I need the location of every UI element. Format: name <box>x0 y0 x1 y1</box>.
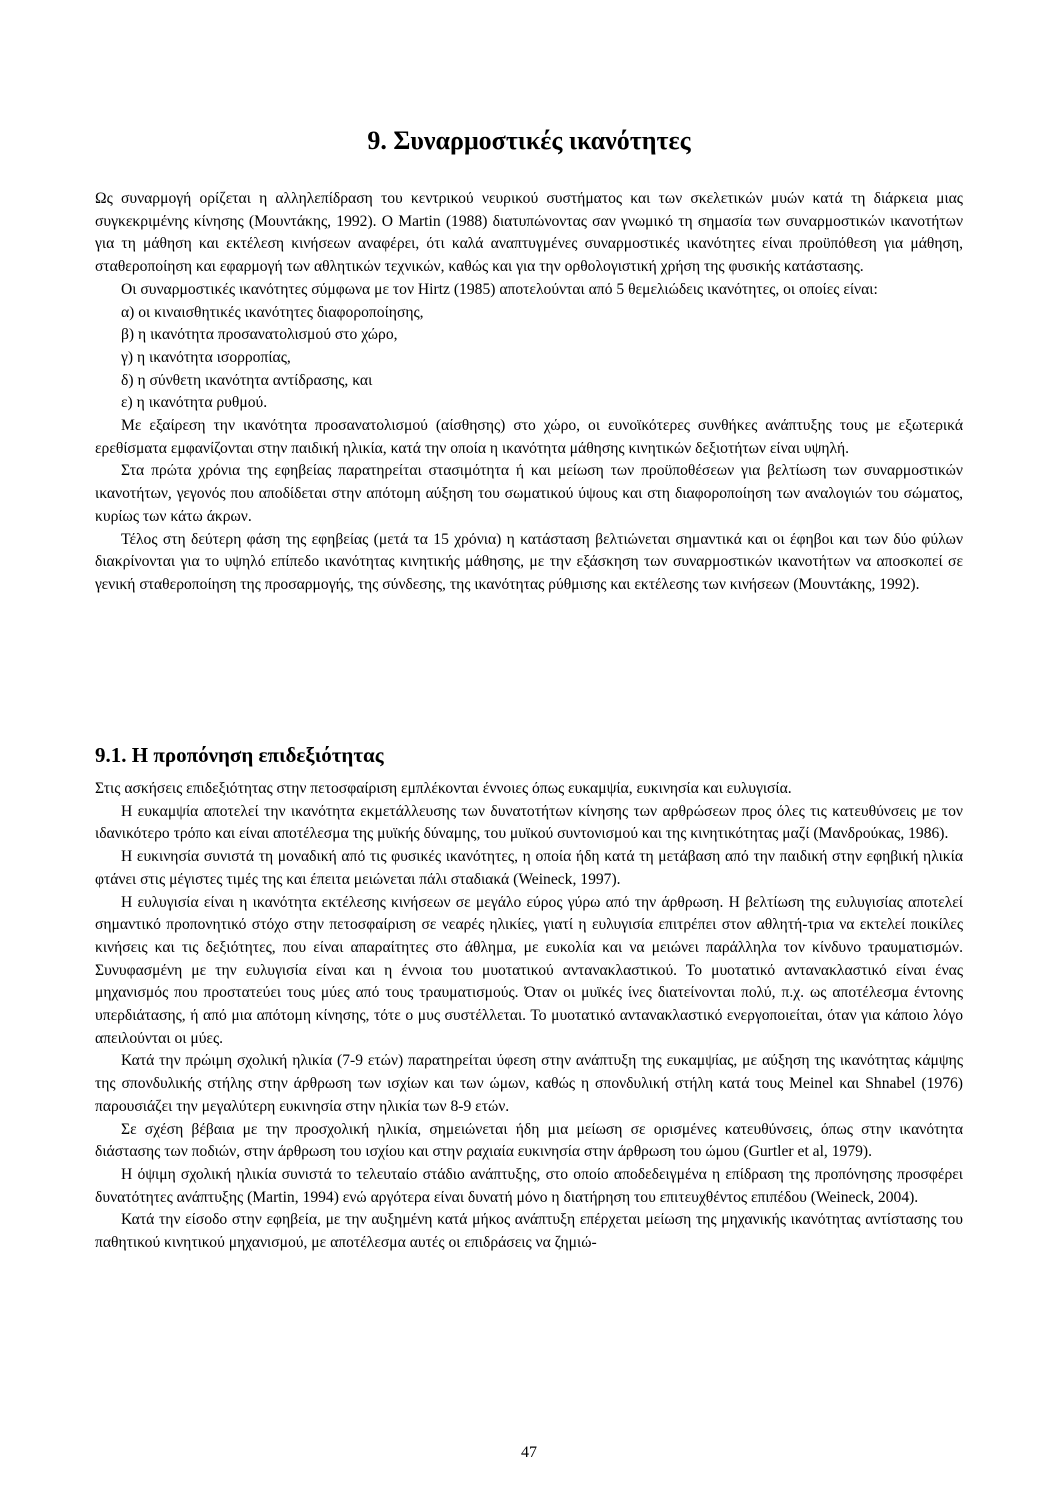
body-paragraph: Η ευλυγισία είναι η ικανότητα εκτέλεσης κινήσεων σε μεγάλο εύρος γύρω από την άρθρωση. Η βελτίωση της ευλυγισίας αποτελεί σημαντικό προπονητικό στόχο στην πετοσφαίριση σε νεαρές ηλικίες, γιατί η ευλυγισία επιτρέπει στον αθλητή-τρια να εκτελεί ποικίλες κινήσεις και τις δεξιότητες, που είναι απαραίτητες στο άθλημα, με ευκολία και να μειώνει παράλληλα τον κίνδυνο τραυματισμών. Συνυφασμένη με την ευλυγισία είναι και η έννοια του μυοτατικού αντανακλαστικού. Το μυοτατικό αντανακλαστικό είναι ένας μηχανισμός που προστατεύει τους μύες από τους τραυματισμούς. Όταν οι μυϊκές ίνες διατείνονται πολύ, π.χ. ως αποτέλεσμα έντονης υπερδιάτασης, ή από μια απότομη κίνησης, τότε ο μυς συστέλλεται. Το μυοτατικό αντανακλαστικό ενεργοποιείται, όταν για κάποιο λόγο απειλούνται οι μύες. <box>95 893 963 1047</box>
list-item: ε) η ικανότητα ρυθμού. <box>121 394 268 412</box>
intro-paragraph: Οι συναρμοστικές ικανότητες σύμφωνα με τον Hirtz (1985) αποτελούνται από 5 θεμελιώδεις ικανότητες, οι οποίες είναι: <box>121 280 878 298</box>
intro-section <box>95 188 963 597</box>
page-number: 47 <box>521 1444 537 1461</box>
body-paragraph: Τέλος στη δεύτερη φάση της εφηβείας (μετά τα 15 χρόνια) η κατάσταση βελτιώνεται σημαντικά και οι έφηβοι και των δύο φύλων διακρίνονται για το υψηλό επίπεδο ικανότητας κινητικής μάθησης, με την εξάσκηση των συναρμοστικών ικανοτήτων να αποσκοπεί σε γενική σταθεροποίηση της προσαρμογής, της σύνδεσης, της ικανότητας ρύθμισης και εκτέλεσης των κινήσεων (Μουντάκης, 1992). <box>95 530 963 593</box>
list-item: β) η ικανότητα προσανατολισμού στο χώρο, <box>121 326 398 344</box>
page-title: 9. Συναρμοστικές ικανότητες <box>367 126 691 155</box>
body-paragraph: Στις ασκήσεις επιδεξιότητας στην πετοσφαίριση εμπλέκονται έννοιες όπως ευκαμψία, ευκινησία και ευλυγισία. <box>95 780 792 797</box>
body-paragraph: Κατά την είσοδο στην εφηβεία, με την αυξημένη κατά μήκος ανάπτυξη επέρχεται μείωση της μηχανικής ικανότητας αντίστασης του παθητικού κινητικού μηχανισμού, με αποτέλεσμα αυτές οι επιδράσεις να ζημιώ- <box>95 1211 963 1252</box>
body-paragraph: Η όψιμη σχολική ηλικία συνιστά το τελευταίο στάδιο ανάπτυξης, στο οποίο αποδεδειγμένα η επίδραση της προπόνησης προσφέρει δυνατότητες ανάπτυξης (Martin, 1994) ενώ αργότερα είναι δυνατή μόνο η διατήρηση του επιτευχθέντος επιπέδου (Weineck, 2004). <box>95 1165 963 1206</box>
training-section <box>95 778 963 1255</box>
body-paragraph: Η ευκαμψία αποτελεί την ικανότητα εκμετάλλευσης των δυνατοτήτων κίνησης των αρθρώσεων προς όλες τις κατευθύνσεις με τον ιδανικότερο τρόπο και είναι αποτέλεσμα της μυϊκής δύναμης, του μυϊκού συντονισμού και της κινητικότητας μαζί (Μανδρούκας, 1986). <box>95 802 963 843</box>
body-paragraph: Σε σχέση βέβαια με την προσχολική ηλικία, σημειώνεται ήδη μια μείωση σε ορισμένες κατευθύνσεις, όπως στην ικανότητα διάστασης των ποδιών, στην άρθρωση του ισχίου και στην ραχιαία ευκινησία στην άρθρωση του ώμου (Gurtler et al, 1979). <box>95 1120 963 1161</box>
list-item: γ) η ικανότητα ισορροπίας, <box>121 348 291 366</box>
section-heading: 9.1. Η προπόνηση επιδεξιότητας <box>95 743 384 767</box>
body-paragraph: Η ευκινησία συνιστά τη μοναδική από τις φυσικές ικανότητες, η οποία ήδη κατά τη μετάβαση από την παιδική στην εφηβική ηλικία φτάνει στις μέγιστες τιμές της και έπειτα μειώνεται πάλι σταδιακά (Weineck, 1997). <box>95 848 963 888</box>
list-item: δ) η σύνθετη ικανότητα αντίδρασης, και <box>121 371 373 389</box>
body-paragraph: Κατά την πρώιμη σχολική ηλικία (7-9 ετών) παρατηρείται ύφεση στην ανάπτυξη της ευκαμψίας, με αύξηση της ικανότητας κάμψης της σπονδυλικής στήλης στην άρθρωση των ισχίων και των ώμων, καθώς η σπονδυλική στήλη κατά τους Meinel και Shnabel (1976) παρουσιάζει την μεγαλύτερη ευκινησία στην ηλικία των 8-9 ετών. <box>95 1052 963 1115</box>
body-paragraph: Με εξαίρεση την ικανότητα προσανατολισμού (αίσθησης) στο χώρο, οι ευνοϊκότερες συνθήκες ανάπτυξης τους με εξωτερικά ερεθίσματα εμφανίζονται στην παιδική ηλικία, κατά την οποία η ικανότητα μάθησης κινητικών δεξιοτήτων είναι υψηλή. <box>95 417 963 457</box>
list-item: α) οι κιναισθητικές ικανότητες διαφοροποίησης, <box>121 303 424 321</box>
body-paragraph: Στα πρώτα χρόνια της εφηβείας παρατηρείται στασιμότητα ή και μείωση των προϋποθέσεων για βελτίωση των συναρμοστικών ικανοτήτων, γεγονός που αποδίδεται στην απότομη αύξηση του σωματικού ύψους και στη διαφοροποίηση των αναλογιών του σώματος, κυρίως των κάτω άκρων. <box>95 462 963 525</box>
intro-paragraph: Ως συναρμογή ορίζεται η αλληλεπίδραση του κεντρικού νευρικού συστήματος και των σκελετικών μυών κατά τη διάρκεια μιας συγκεκριμένης κίνησης (Μουντάκης, 1992). Ο Martin (1988) διατυπώνοντας σαν γνωμικό τη σημασία των συναρμοστικών ικανοτήτων για τη μάθηση και εκτέλεση κινήσεων αναφέρει, ότι καλά αναπτυγμένες συναρμοστικές ικανότητες είναι προϋπόθεση για μάθηση, σταθεροποίηση και εφαρμογή των αθλητικών τεχνικών, καθώς και για την ορθολογιστική χρήση της φυσικής κατάστασης. <box>95 190 963 276</box>
